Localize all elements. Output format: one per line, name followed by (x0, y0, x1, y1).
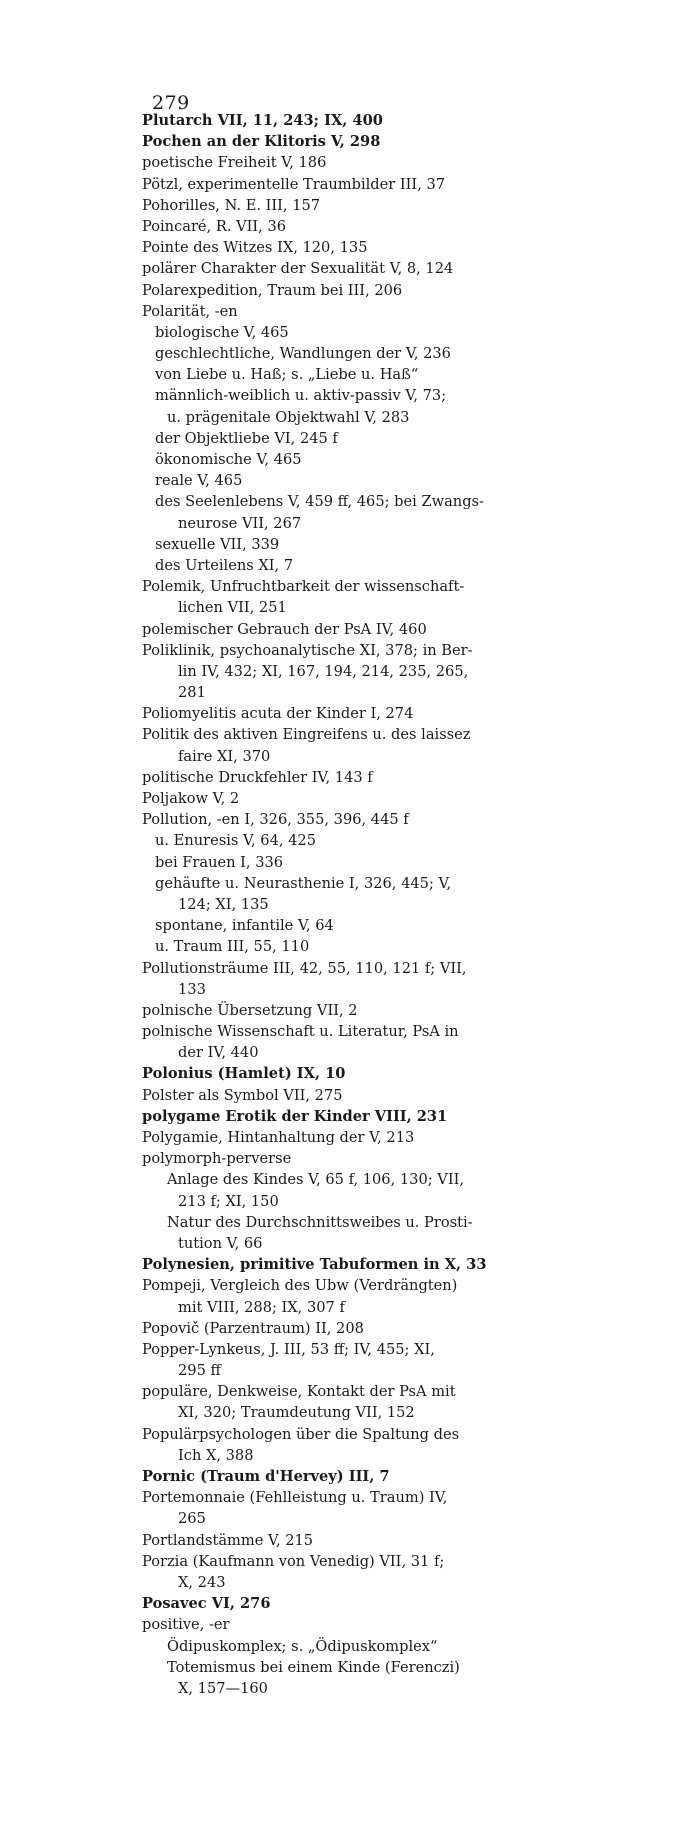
index-entry: populäre, Denkweise, Kontakt der PsA mit (142, 1383, 456, 1401)
index-subentry: bei Frauen I, 336 (155, 853, 284, 871)
index-entry: Politik des aktiven Eingreifens u. des laissez (142, 726, 471, 744)
index-entry: polymorph-perverse (142, 1150, 292, 1168)
index-entry-continuation: tution V, 66 (178, 1234, 263, 1252)
index-entry: Portlandstämme V, 215 (142, 1531, 314, 1549)
index-entry: Polynesien, primitive Tabuformen in X, 33 (142, 1256, 487, 1274)
index-entry-continuation: der IV, 440 (178, 1044, 259, 1062)
index-subentry: männlich-weiblich u. aktiv-passiv V, 73; (155, 387, 447, 405)
index-subentry: von Liebe u. Haß; s. „Liebe u. Haß“ (155, 366, 419, 384)
index-entry-continuation: faire XI, 370 (178, 747, 271, 765)
index-entry: Populärpsychologen über die Spaltung des (142, 1425, 460, 1443)
index-entry: Pohorilles, N. E. III, 157 (142, 196, 321, 214)
index-entry: politische Druckfehler IV, 143 f (142, 768, 373, 786)
index-subentry: des Urteilens XI, 7 (155, 556, 294, 574)
index-subentry: u. prägenitale Objektwahl V, 283 (167, 408, 410, 426)
index-entry-continuation: lichen VII, 251 (178, 599, 287, 617)
index-subentry: sexuelle VII, 339 (155, 535, 280, 553)
index-subentry: geschlechtliche, Wandlungen der V, 236 (155, 345, 451, 363)
index-subentry: des Seelenlebens V, 459 ff, 465; bei Zwangs- (155, 493, 484, 511)
index-entry-continuation: XI, 320; Traumdeutung VII, 152 (178, 1404, 415, 1422)
index-entry: Polarexpedition, Traum bei III, 206 (142, 281, 403, 299)
index-entry: Pollution, -en I, 326, 355, 396, 445 f (142, 811, 409, 829)
index-entry: Posavec VI, 276 (142, 1595, 271, 1613)
index-entry-continuation: X, 157—160 (178, 1679, 268, 1697)
index-entry: Plutarch VII, 11, 243; IX, 400 (142, 112, 383, 129)
index-entry: Polemik, Unfruchtbarkeit der wissenschaft- (142, 578, 465, 596)
index-subentry: gehäufte u. Neurasthenie I, 326, 445; V, (155, 874, 452, 892)
index-entry: Pochen an der Klitoris V, 298 (142, 133, 381, 151)
index-entry: Poliklinik, psychoanalytische XI, 378; in Ber- (142, 641, 473, 659)
index-subentry: ökonomische V, 465 (155, 451, 302, 468)
index-entry: polnische Übersetzung VII, 2 (142, 1001, 358, 1019)
index-entry: Polster als Symbol VII, 275 (142, 1086, 343, 1104)
index-entry: polemischer Gebrauch der PsA IV, 460 (142, 620, 427, 638)
index-entry: Popovič (Parzentraum) II, 208 (142, 1319, 364, 1337)
index-entry: Pornic (Traum d'Hervey) III, 7 (142, 1468, 390, 1485)
index-entry: Porzia (Kaufmann von Venedig) VII, 31 f; (142, 1552, 445, 1570)
index-entry: Poljakow V, 2 (142, 790, 240, 807)
index-subentry: Anlage des Kindes V, 65 f, 106, 130; VII, (167, 1171, 464, 1189)
index-entry-continuation: X, 243 (178, 1573, 226, 1591)
index-entry-continuation: 213 f; XI, 150 (178, 1192, 279, 1210)
index-subentry: spontane, infantile V, 64 (155, 917, 334, 935)
index-entry: Poliomyelitis acuta der Kinder I, 274 (142, 705, 414, 723)
index-entry: Pötzl, experimentelle Traumbilder III, 37 (142, 175, 446, 193)
index-entry: Polygamie, Hintanhaltung der V, 213 (142, 1129, 415, 1146)
index-entry-continuation: 124; XI, 135 (178, 895, 269, 913)
index-entry-continuation: 295 ff (178, 1362, 221, 1380)
index-entry: Popper-Lynkeus, J. III, 53 ff; IV, 455; XI, (142, 1340, 435, 1358)
index-subentry: Ödipuskomplex; s. „Ödipuskomplex“ (167, 1637, 438, 1655)
page-number: 279 (152, 92, 190, 114)
index-entry: Polarität, -en (142, 302, 238, 320)
index-entry: polärer Charakter der Sexualität V, 8, 124 (142, 260, 454, 278)
index-entry-continuation: neurose VII, 267 (178, 514, 302, 532)
index-subentry: Totemismus bei einem Kinde (Ferenczi) (167, 1658, 460, 1676)
index-entry: positive, -er (142, 1616, 230, 1634)
index-subentry: der Objektliebe VI, 245 f (155, 429, 338, 447)
index-entry: Pompeji, Vergleich des Ubw (Verdrängten) (142, 1277, 458, 1295)
index-subentry: biologische V, 465 (155, 323, 289, 341)
index-subentry: Natur des Durchschnittsweibes u. Prosti- (167, 1213, 473, 1231)
index-entry-continuation: lin IV, 432; XI, 167, 194, 214, 235, 265, (178, 662, 469, 680)
index-subentry: u. Enuresis V, 64, 425 (155, 832, 316, 850)
index-subentry: reale V, 465 (155, 472, 243, 490)
index-entry-continuation: 281 (178, 684, 206, 702)
index-subentry: u. Traum III, 55, 110 (155, 938, 310, 956)
index-entry: poetische Freiheit V, 186 (142, 154, 327, 172)
index-entry: Pollutionsträume III, 42, 55, 110, 121 f; VII, (142, 959, 467, 977)
index-entry: Pointe des Witzes IX, 120, 135 (142, 239, 368, 257)
index-entry: Poincaré, R. VII, 36 (142, 217, 287, 235)
index-entry: polygame Erotik der Kinder VIII, 231 (142, 1107, 448, 1125)
index-entry: Portemonnaie (Fehlleistung u. Traum) IV, (142, 1489, 448, 1507)
index-entries (0, 110, 697, 1699)
index-entry-continuation: 133 (178, 980, 206, 998)
index-entry-continuation: 265 (178, 1510, 206, 1528)
index-entry: polnische Wissenschaft u. Literatur, PsA in (142, 1023, 459, 1041)
index-entry: Polonius (Hamlet) IX, 10 (142, 1065, 346, 1083)
index-entry-continuation: mit VIII, 288; IX, 307 f (178, 1298, 345, 1316)
index-entry-continuation: Ich X, 388 (178, 1446, 254, 1464)
